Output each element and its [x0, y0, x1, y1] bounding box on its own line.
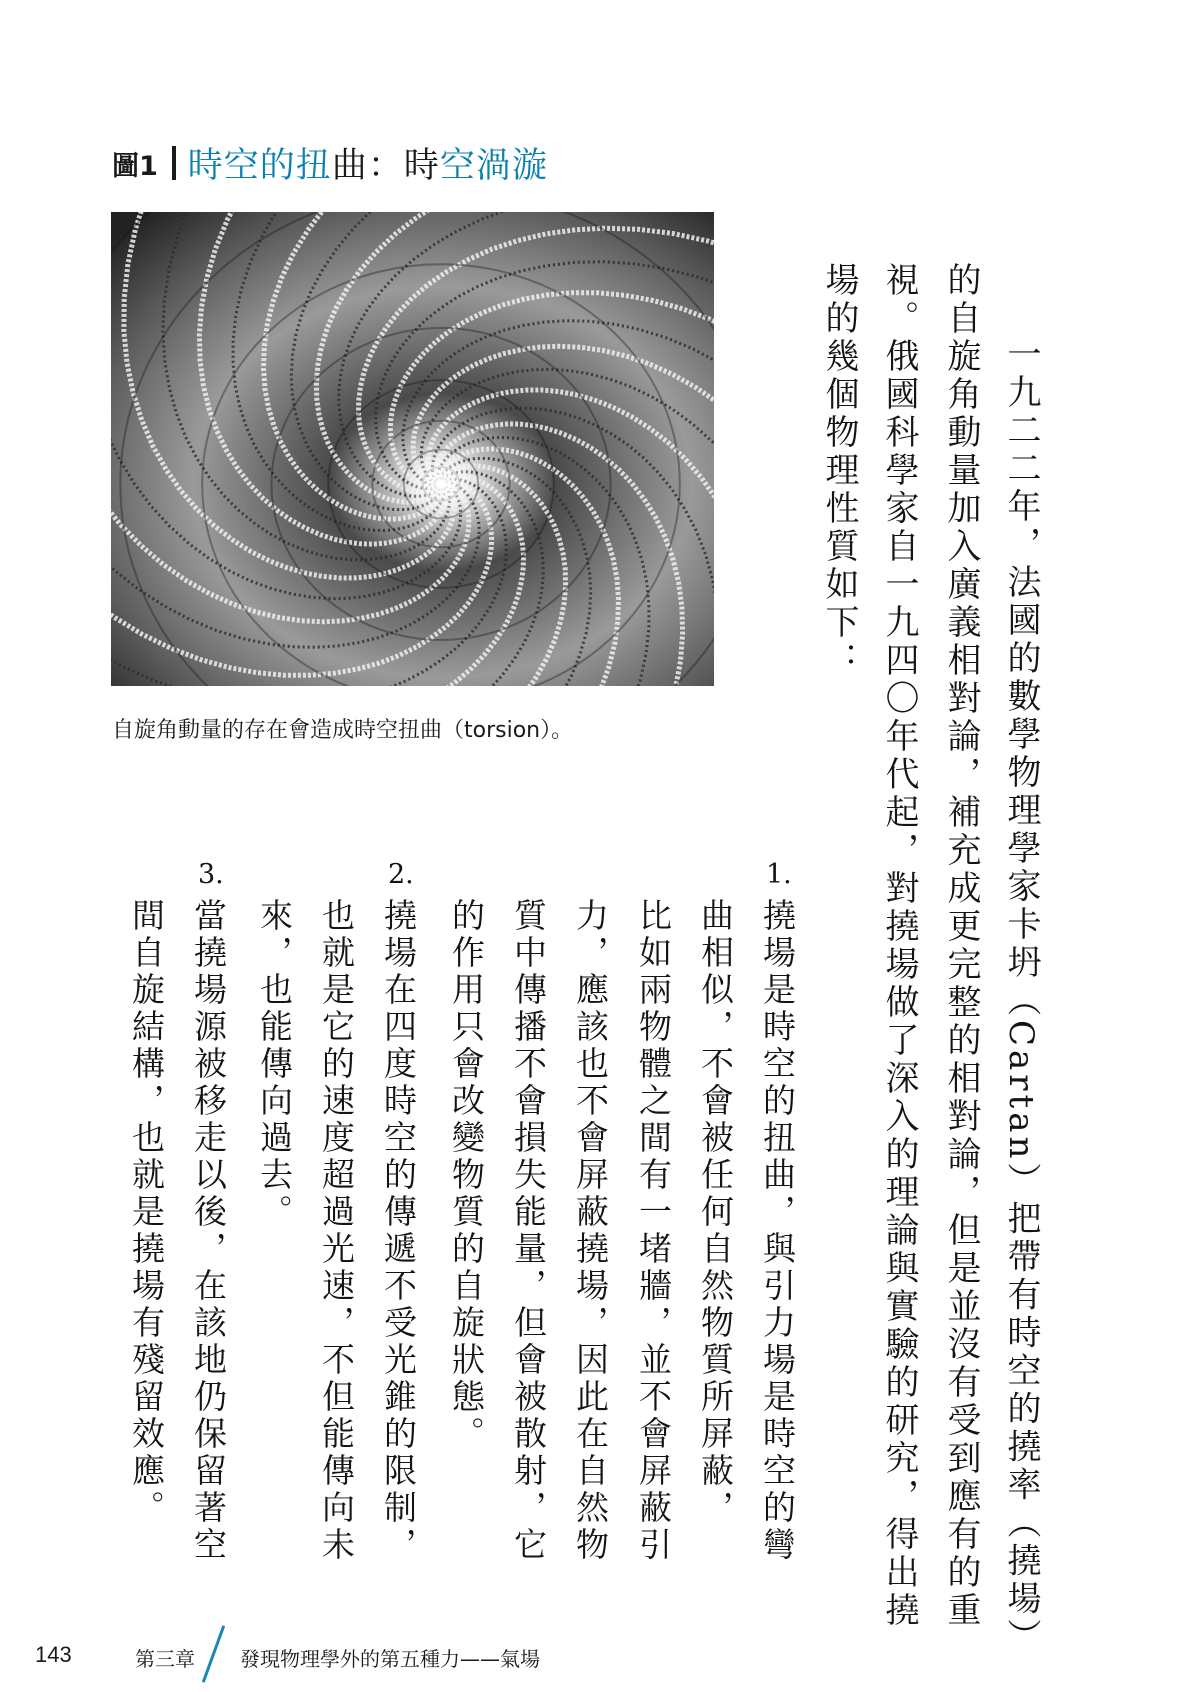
page-number: 143 — [35, 1642, 72, 1667]
footer-slash-divider — [202, 1625, 225, 1682]
list-1-column-2: 曲相似，不會被任何自然物質所屏蔽， — [696, 898, 735, 1527]
list-number-2: 2. — [388, 859, 414, 890]
figure-title-part-1: 時空的扭 — [187, 146, 332, 186]
list-2-column-3: 來，也能傳向過去。 — [255, 898, 294, 1231]
chapter-label: 第三章 — [135, 1647, 195, 1671]
list-1-column-5: 質中傳播不會損失能量，但會被散射，它 — [509, 898, 548, 1564]
list-3-column-2: 間自旋結構，也就是撓場有殘留效應。 — [127, 898, 166, 1527]
figure-title-part-3: 空渦漩 — [439, 146, 548, 186]
chapter-title: 發現物理學外的第五種力——氣場 — [240, 1647, 540, 1671]
list-2-column-2: 也就是它的速度超過光速，不但能傳向未 — [317, 898, 356, 1564]
list-number-1: 1. — [766, 859, 792, 890]
page-footer — [0, 1640, 1192, 1680]
figure-title-part-2: 曲：時 — [331, 146, 440, 186]
figure-separator — [172, 146, 176, 180]
list-1-column-6: 的作用只會改變物質的自旋狀態。 — [447, 898, 486, 1453]
spiral-vortex-image — [111, 212, 714, 686]
figure-caption: 自旋角動量的存在會造成時空扭曲（torsion）。 — [112, 718, 574, 743]
list-3-column-1: 當撓場源被移走以後，在該地仍保留著空 — [189, 898, 228, 1564]
figure-heading — [112, 138, 548, 188]
list-1-column-4: 力，應該也不會屏蔽撓場，因此在自然物 — [571, 898, 610, 1564]
list-1-column-3: 比如兩物體之間有一堵牆，並不會屏蔽引 — [634, 898, 673, 1564]
list-number-3: 3. — [198, 859, 224, 890]
list-1-column-1: 撓場是時空的扭曲，與引力場是時空的彎 — [758, 898, 797, 1564]
paragraph-column-1: 一九二二年，法國的數學物理學家卡坍（Cartan）把帶有時空的撓率（撓場） — [1001, 336, 1041, 1657]
paragraph-column-4: 場的幾個物理性質如下： — [819, 262, 859, 680]
list-2-column-1: 撓場在四度時空的傳遞不受光錐的限制， — [379, 898, 418, 1564]
figure-label: 圖1 — [112, 150, 158, 182]
paragraph-column-2: 的自旋角動量加入廣義相對論，補充成更完整的相對論，但是並沒有受到應有的重 — [941, 262, 981, 1630]
figure-title — [188, 138, 548, 188]
paragraph-column-3: 視。俄國科學家自一九四〇年代起，對撓場做了深入的理論與實驗的研究，得出撓 — [879, 262, 919, 1630]
